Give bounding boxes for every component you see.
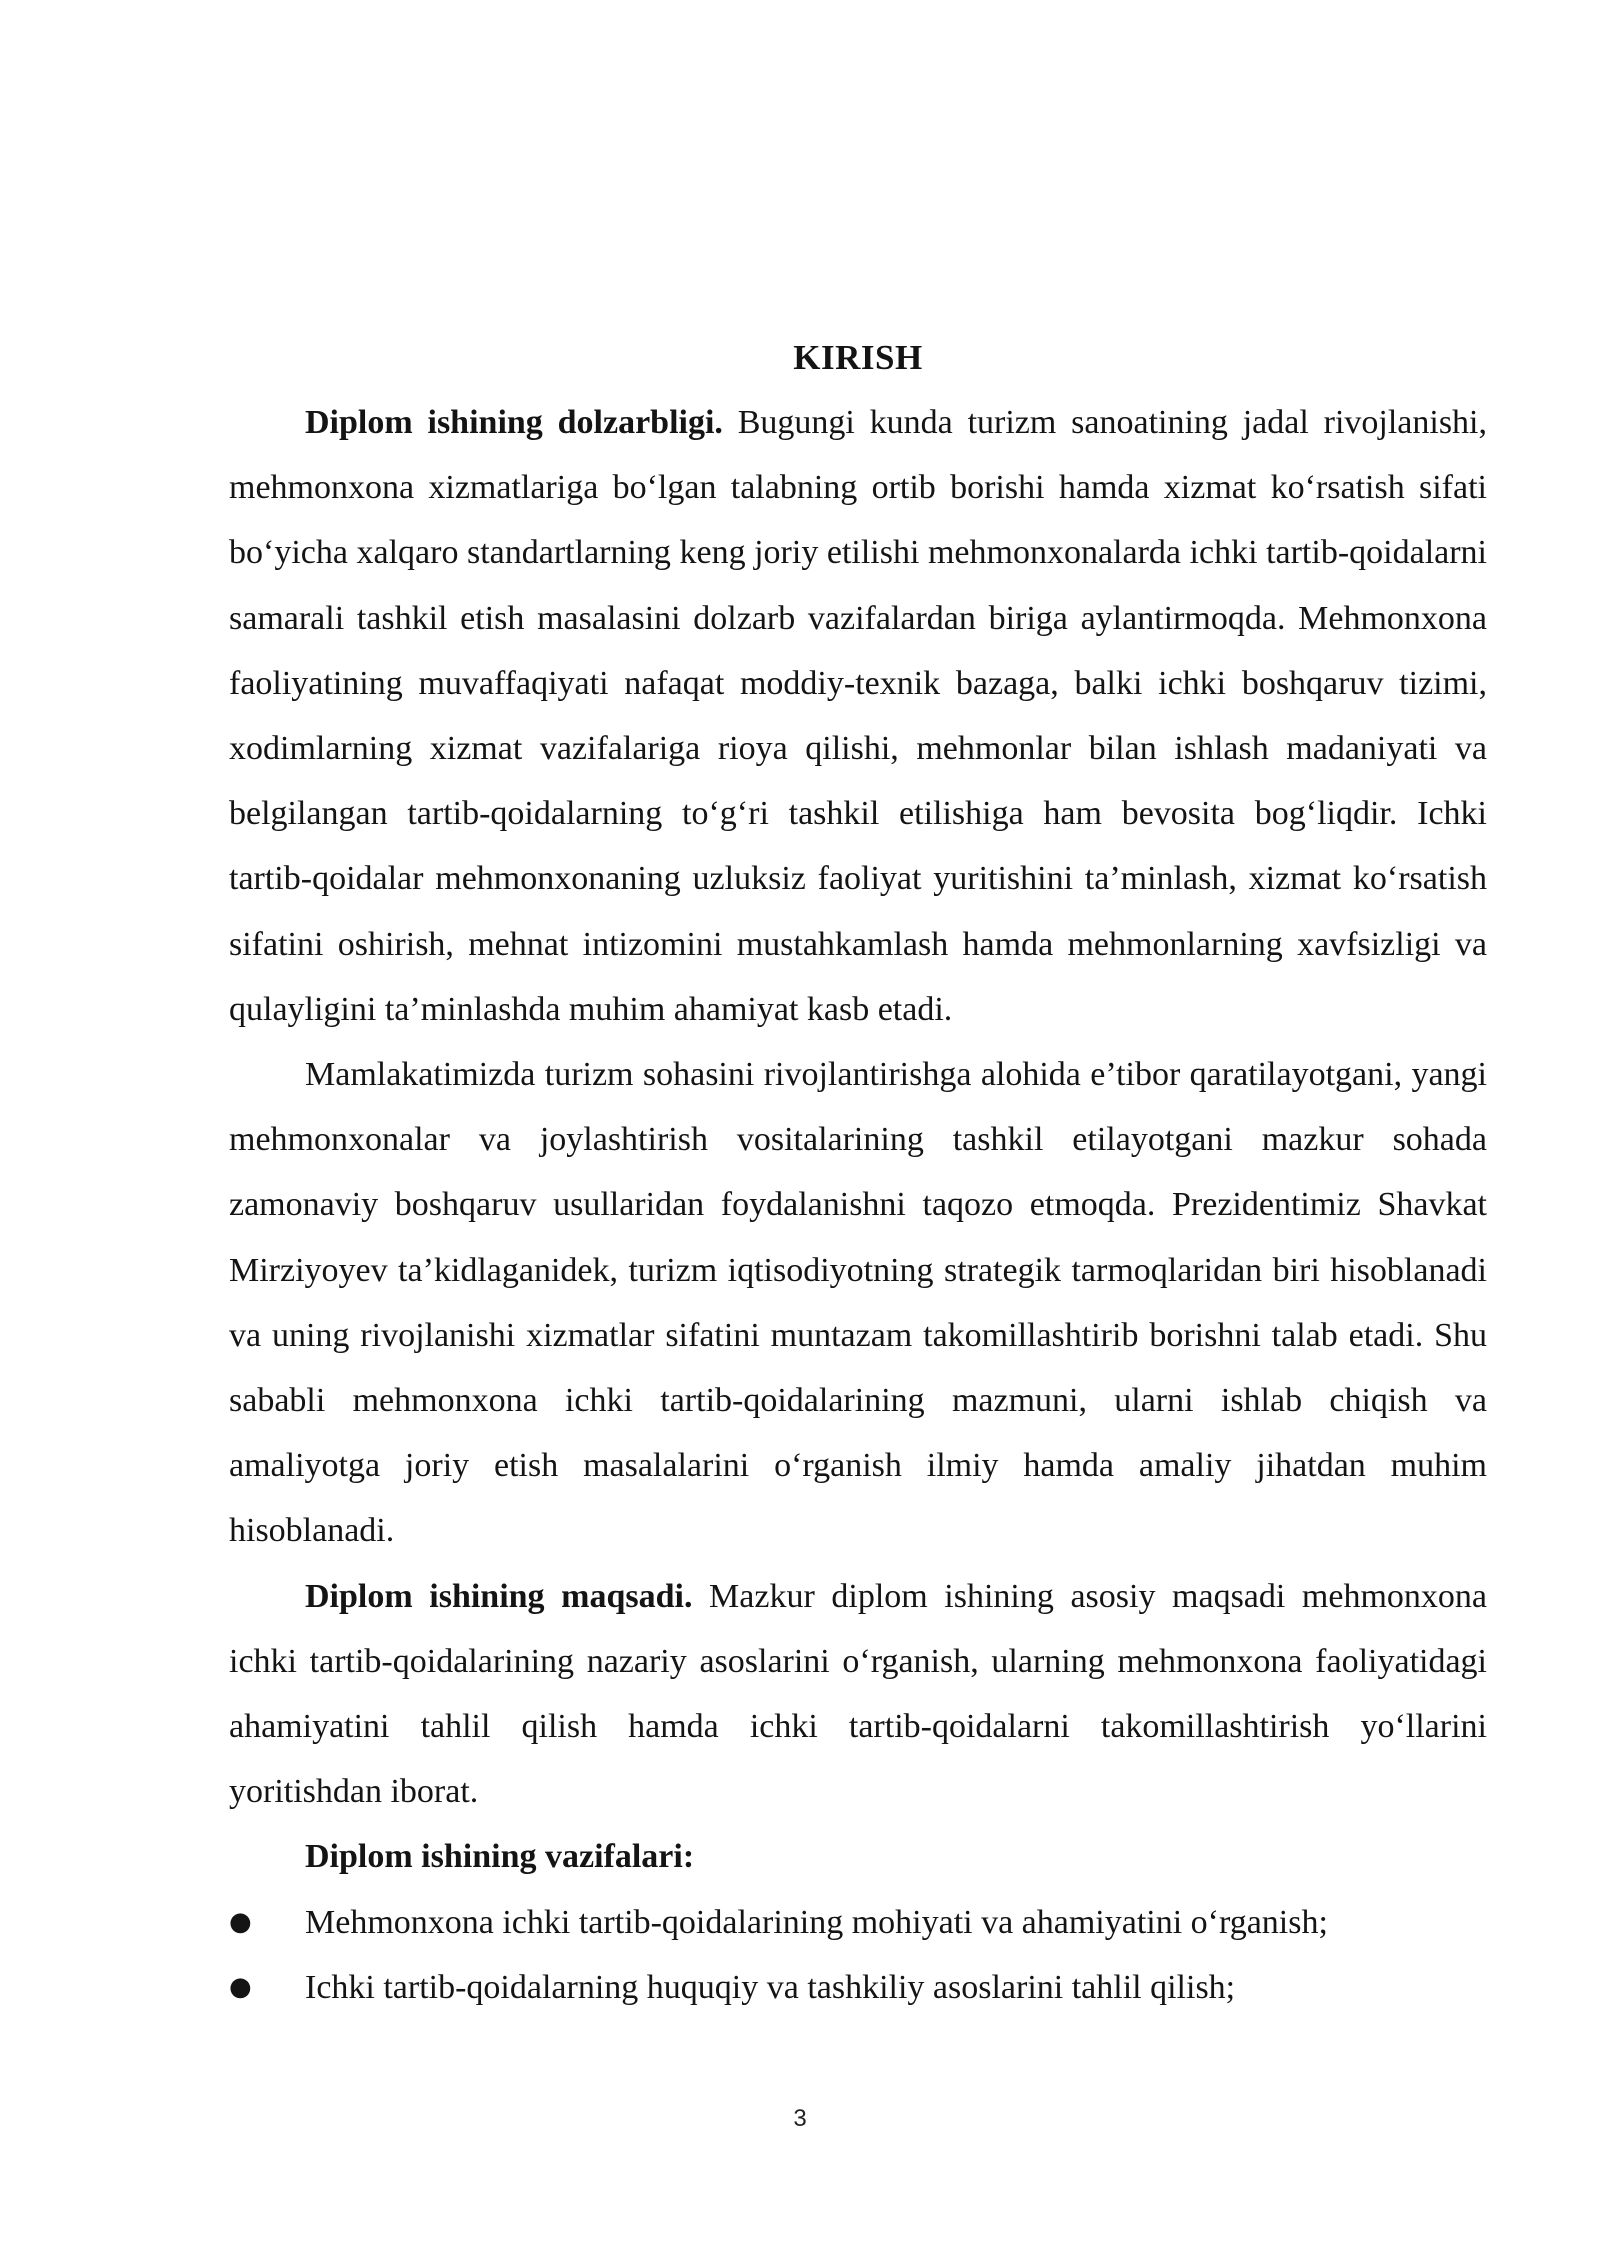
paragraph-relevance: [229, 390, 1487, 1042]
paragraph-lead: Diplom ishining maqsadi.: [305, 1577, 693, 1615]
list-item-text: Ichki tartib-qoidalarning huquqiy va tashkiliy asoslarini tahlil qilish;: [305, 1968, 1236, 2006]
document-page: [229, 325, 1487, 2020]
tasks-heading: Diplom ishining vazifalari:: [305, 1838, 695, 1876]
paragraph-context: [229, 1042, 1487, 1564]
paragraph-text: Mamlakatimizda turizm sohasini rivojlantirishga alohida e’tibor qaratilayotgani, yangi mehmonxonalar va joylashtirish vositalarining tashkil etilayotgani mazkur sohada zamonaviy boshqaruv usullaridan foydalanishni taqozo etmoqda. Prezidentimiz Shavkat Mirziyoyev ta’kidlaganidek, turizm iqtisodiyotning strategik tarmoqlaridan biri hisoblanadi va uning rivojlanishi xizmatlar sifatini muntazam takomillashtirib borishni talab etadi. Shu sababli mehmonxona ichki tartib-qoidalarining mazmuni, ularni ishlab chiqish va amaliyotga joriy etish masalalarini o‘rganish ilmiy hamda amaliy jihatdan muhim hisoblanadi.: [229, 1056, 1487, 1550]
list-item-text: Mehmonxona ichki tartib-qoidalarining mohiyati va ahamiyatini o‘rganish;: [305, 1903, 1328, 1941]
paragraph-lead: Diplom ishining dolzarbligi.: [305, 404, 723, 441]
paragraph-text: Bugungi kunda turizm sanoatining jadal rivojlanishi, mehmonxona xizmatlariga bo‘lgan talabning ortib borishi hamda xizmat ko‘rsatish sifati bo‘yicha xalqaro standartlarning keng joriy etilishi mehmonxonalarda ichki tartib-qoidalarni samarali tashkil etish masalasini dolzarb vazifalardan biriga aylantirmoqda. Mehmonxona faoliyatining muvaffaqiyati nafaqat moddiy-texnik bazaga, balki ichki boshqaruv tizimi, xodimlarning xizmat vazifalariga rioya qilishi, mehmonlar bilan ishlash madaniyati va belgilangan tartib-qoidalarning to‘g‘ri tashkil etilishiga ham bevosita bog‘liqdir. Ichki tartib-qoidalar mehmonxonaning uzluksiz faoliyat yuritishini ta’minlash, xizmat ko‘rsatish sifatini oshirish, mehnat intizomini mustahkamlash hamda mehmonlarning xavfsizligi va qulayligini ta’minlashda muhim ahamiyat kasb etadi.: [229, 404, 1487, 1028]
list-item: [229, 1890, 1487, 1955]
list-item: [229, 1955, 1487, 2020]
paragraph-text: Mazkur diplom ishining asosiy maqsadi mehmonxona ichki tartib-qoidalarining nazariy asoslarini o‘rganish, ularning mehmonxona faoliyatidagi ahamiyatini tahlil qilish hamda ichki tartib-qoidalarni takomillashtirish yo‘llarini yoritishdan iborat.: [229, 1577, 1487, 1811]
bullet-icon: ●: [229, 1971, 252, 2002]
document-title: KIRISH: [793, 338, 923, 377]
paragraph-goal: [229, 1564, 1487, 1825]
tasks-list: [229, 1890, 1487, 2020]
bullet-icon: ●: [229, 1906, 252, 1937]
page-number: 3: [793, 2105, 807, 2132]
